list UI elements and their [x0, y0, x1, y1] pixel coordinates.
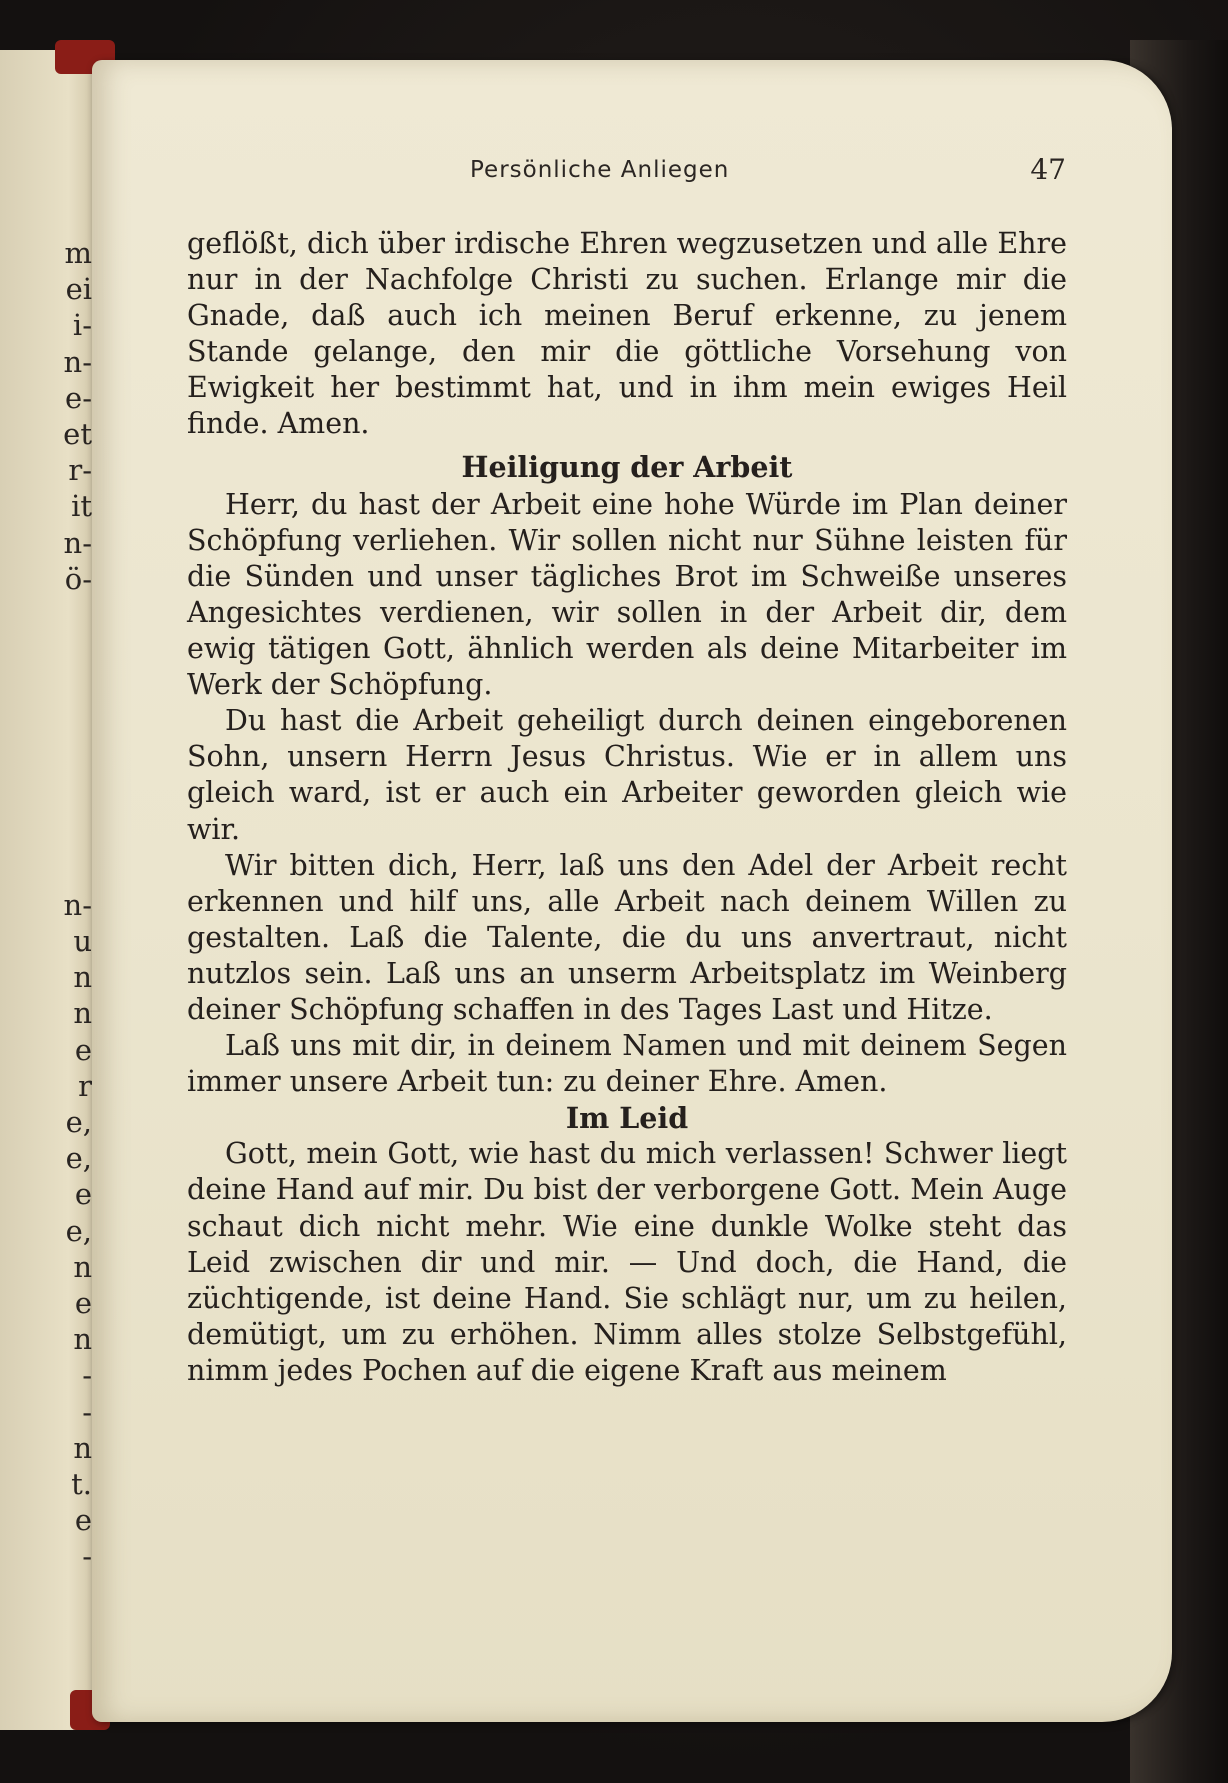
left-fragment: m	[64, 236, 92, 270]
left-fragment: r	[78, 1068, 92, 1103]
paragraph: Herr, du hast der Arbeit eine hohe Würde im Plan deiner Schöpfung verliehen. Wir sollen nicht nur Sühne leisten für die Sünden und unser tägliches Brot im Schweiße unseres Angesichtes verdienen, wir sollen in der Arbeit dir, dem ewig tätigen Gott, ähnlich werden als deine Mitarbeiter im Werk der Schöpfung.	[187, 487, 1067, 702]
left-fragment: -	[82, 1394, 92, 1429]
left-fragment: n-	[63, 887, 92, 922]
left-fragment: e	[74, 1177, 92, 1212]
left-page-text-fragments	[2, 235, 92, 1574]
left-fragment: e,	[65, 1213, 92, 1248]
paragraph: Du hast die Arbeit geheiligt durch deinen eingeborenen Sohn, unsern Herrn Jesus Christus. Wie er in allem uns gleich ward, ist er auch ein Arbeiter geworden gleich wie wir.	[187, 704, 1067, 846]
left-fragment: u	[73, 924, 92, 959]
opening-paragraph: geflößt, dich über irdische Ehren wegzusetzen und alle Ehre nur in der Nachfolge Christi zu suchen. Erlange mir die Gnade, daß auch ich meinen Beruf erkenne, zu jenem Stande gelange, den mir die göttliche Vorsehung von Ewigkeit her bestimmt hat, und in ihm mein ewiges Heil finde. Amen.	[187, 227, 1067, 441]
left-fragment: i-	[72, 308, 92, 343]
section-title-heiligung: Heiligung der Arbeit	[461, 449, 793, 484]
page-number: 47	[1030, 153, 1066, 186]
running-title: Persönliche Anliegen	[470, 157, 730, 183]
left-fragment: -	[82, 1539, 92, 1574]
left-fragment: n	[73, 1322, 92, 1357]
left-page-gap	[2, 597, 92, 887]
left-fragment: e,	[65, 1141, 92, 1176]
left-fragment: e	[74, 1503, 92, 1538]
left-fragment: e-	[65, 380, 92, 415]
left-fragment: e	[74, 1032, 92, 1067]
left-fragment: e	[74, 1285, 92, 1320]
left-fragment: ei	[65, 272, 92, 307]
left-page	[0, 50, 101, 1730]
section-title-im-leid: Im Leid	[565, 1101, 689, 1136]
left-fragment: n	[73, 1430, 92, 1465]
page-body	[187, 226, 1067, 1389]
paragraph: Laß uns mit dir, in deinem Namen und mit deinem Segen immer unsere Arbeit tun: zu deiner Ehre. Amen.	[187, 1029, 1067, 1099]
left-fragment: r-	[68, 453, 92, 488]
left-fragment: -	[82, 1358, 92, 1393]
left-fragment: n-	[63, 525, 92, 560]
left-fragment: n	[73, 960, 92, 995]
left-fragment: n-	[63, 344, 92, 379]
left-fragment: it	[71, 489, 92, 524]
left-fragment: n	[73, 1249, 92, 1284]
left-fragment: n	[73, 996, 92, 1031]
page-header	[190, 153, 1066, 189]
left-fragment: ö-	[64, 561, 92, 596]
paragraph: Wir bitten dich, Herr, laß uns den Adel der Arbeit recht erkennen und hilf uns, alle Arbeit nach deinem Willen zu gestalten. Laß die Talente, die du uns anvertraut, nicht nutzlos sein. Laß uns an unserm Arbeitsplatz im Weinberg deiner Schöpfung schaffen in des Tages Last und Hitze.	[187, 848, 1067, 1026]
left-fragment: et	[63, 416, 92, 451]
left-fragment: e,	[65, 1105, 92, 1139]
left-fragment: t.	[71, 1466, 92, 1501]
paragraph: Gott, mein Gott, wie hast du mich verlassen! Schwer liegt deine Hand auf mir. Du bist der verborgene Gott. Mein Auge schaut dich nicht mehr. Wie eine dunkle Wolke steht das Leid zwischen dir und mir. — Und doch, die Hand, die züchtigende, ist deine Hand. Sie schlägt nur, um zu heilen, demütigt, um zu erhöhen. Nimm alles stolze Selbstgefühl, nimm jedes Pochen auf die eigene Kraft aus meinem	[187, 1137, 1067, 1387]
